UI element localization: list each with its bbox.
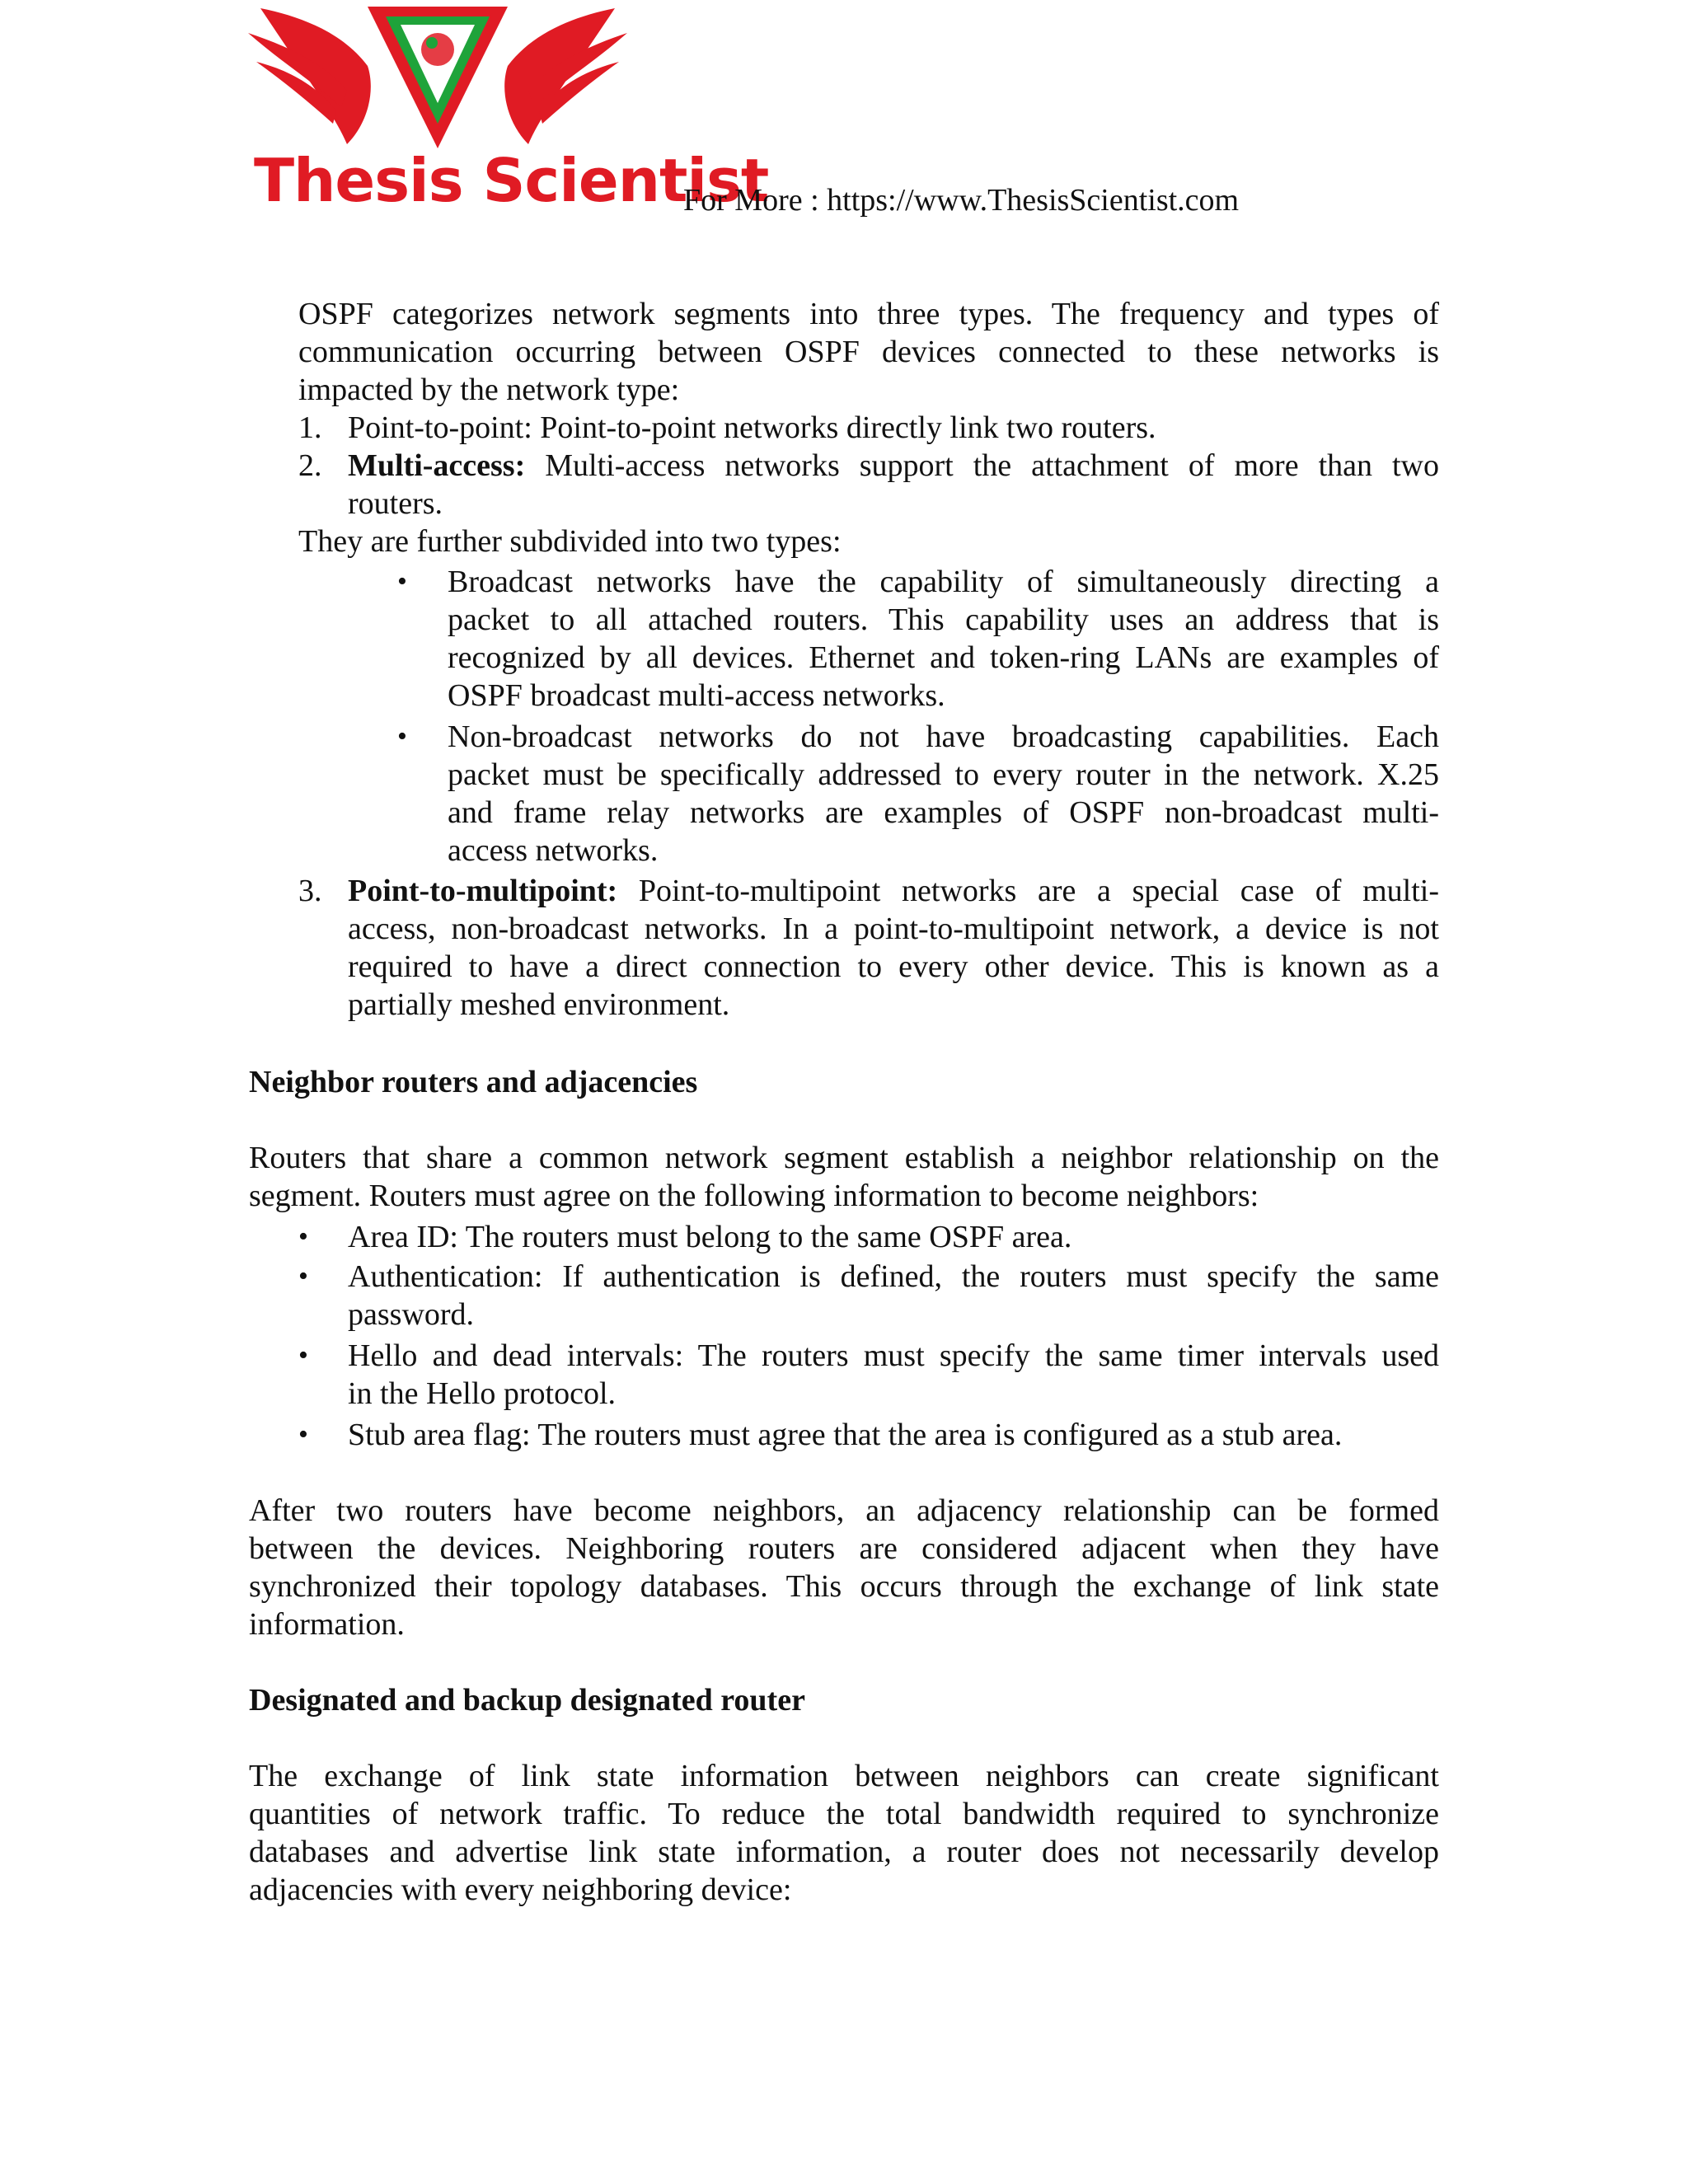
bullet: • [397,721,407,752]
paragraph-line: quantities of network traffic. To reduce the total bandwidth required to synchronize [249,1797,1439,1831]
list-item-text: Multi-access networks support the attachment of more than two [525,448,1439,483]
bullet: • [298,1340,308,1371]
paragraph-line: After two routers have become neighbors, an adjacency relationship can be formed [249,1493,1439,1528]
intro-paragraph [298,295,1439,409]
paragraph-line: Routers that share a common network segment establish a neighbor relationship on the [249,1141,1439,1175]
list-item-multi-access [348,447,1439,523]
paragraph-line: segment. Routers must agree on the following information to become neighbors: [249,1179,1259,1213]
criterion-line: Hello and dead intervals: The routers must specify the same timer intervals used [348,1338,1439,1373]
designated-router-paragraph [249,1757,1439,1909]
neighbor-intro-paragraph [249,1139,1439,1215]
list-item-text: required to have a direct connection to every other device. This is known as a [348,949,1439,984]
intro-line: OSPF categorizes network segments into three types. The frequency and types of [298,297,1439,331]
subtype-line: and frame relay networks are examples of OSPF non-broadcast multi- [448,795,1439,830]
subtype-line: recognized by all devices. Ethernet and token-ring LANs are examples of [448,640,1439,675]
list-number: 1. [298,410,322,445]
list-item-text: partially meshed environment. [348,987,730,1022]
neighbor-criterion-hello-dead [348,1337,1439,1413]
intro-line: communication occurring between OSPF devices connected to these networks is [298,335,1439,369]
list-item-term: Point-to-multipoint: [348,874,618,908]
subtype-line: packet must be specifically addressed to every router in the network. X.25 [448,757,1439,792]
intro-line: impacted by the network type: [298,373,680,407]
paragraph-line: databases and advertise link state information, a router does not necessarily develop [249,1835,1439,1869]
header-website-link[interactable]: For More : https://www.ThesisScientist.com [683,183,1240,218]
list-number: 2. [298,448,322,483]
list-item-point-to-point [348,409,1439,447]
bullet: • [298,1221,308,1252]
subtype-line: Broadcast networks have the capability of simultaneously directing a [448,565,1439,599]
subtype-line: packet to all attached routers. This capability uses an address that is [448,602,1439,637]
list-item-text: routers. [348,486,443,521]
subtype-line: access networks. [448,833,659,868]
criterion-line: in the Hello protocol. [348,1376,617,1411]
list-item-text: access, non-broadcast networks. In a point-to-multipoint network, a device is not [348,912,1439,946]
paragraph-line: adjacencies with every neighboring device: [249,1872,792,1907]
subdivided-line: They are further subdivided into two types: [298,524,842,559]
list-item-text: Point-to-point: Point-to-point networks directly link two routers. [348,410,1156,445]
section-heading-designated-router: Designated and backup designated router [249,1683,805,1718]
bullet: • [397,566,407,597]
subtype-line: Non-broadcast networks do not have broadcasting capabilities. Each [448,719,1439,754]
neighbor-criterion-stub-area [348,1416,1439,1454]
list-item-point-to-multipoint [348,872,1439,1024]
list-item-text: Point-to-multipoint networks are a special case of multi- [617,874,1439,908]
thesis-scientist-logo [244,0,769,227]
neighbor-criterion-area-id [348,1218,1439,1256]
neighbor-criterion-authentication [348,1258,1439,1333]
paragraph-line: The exchange of link state information between neighbors can create significant [249,1759,1439,1793]
subdivided-text [298,523,1439,560]
list-item-term: Multi-access: [348,448,526,483]
criterion-line: Area ID: The routers must belong to the same OSPF area. [348,1220,1072,1254]
bullet: • [298,1261,308,1291]
criterion-line: Stub area flag: The routers must agree that the area is configured as a stub area. [348,1418,1343,1452]
paragraph-line: between the devices. Neighboring routers are considered adjacent when they have [249,1531,1439,1566]
subtype-broadcast [448,563,1439,715]
subtype-non-broadcast [448,718,1439,869]
adjacency-paragraph [249,1492,1439,1643]
criterion-line: password. [348,1297,475,1332]
paragraph-line: information. [249,1607,405,1642]
section-heading-neighbor-routers: Neighbor routers and adjacencies [249,1065,698,1099]
bullet: • [298,1419,308,1450]
subtype-line: OSPF broadcast multi-access networks. [448,678,945,713]
logo-text: Thesis Scientist [254,146,769,215]
criterion-line: Authentication: If authentication is defined, the routers must specify the same [348,1259,1439,1294]
list-number: 3. [298,874,322,908]
paragraph-line: synchronized their topology databases. This occurs through the exchange of link state [249,1569,1439,1604]
